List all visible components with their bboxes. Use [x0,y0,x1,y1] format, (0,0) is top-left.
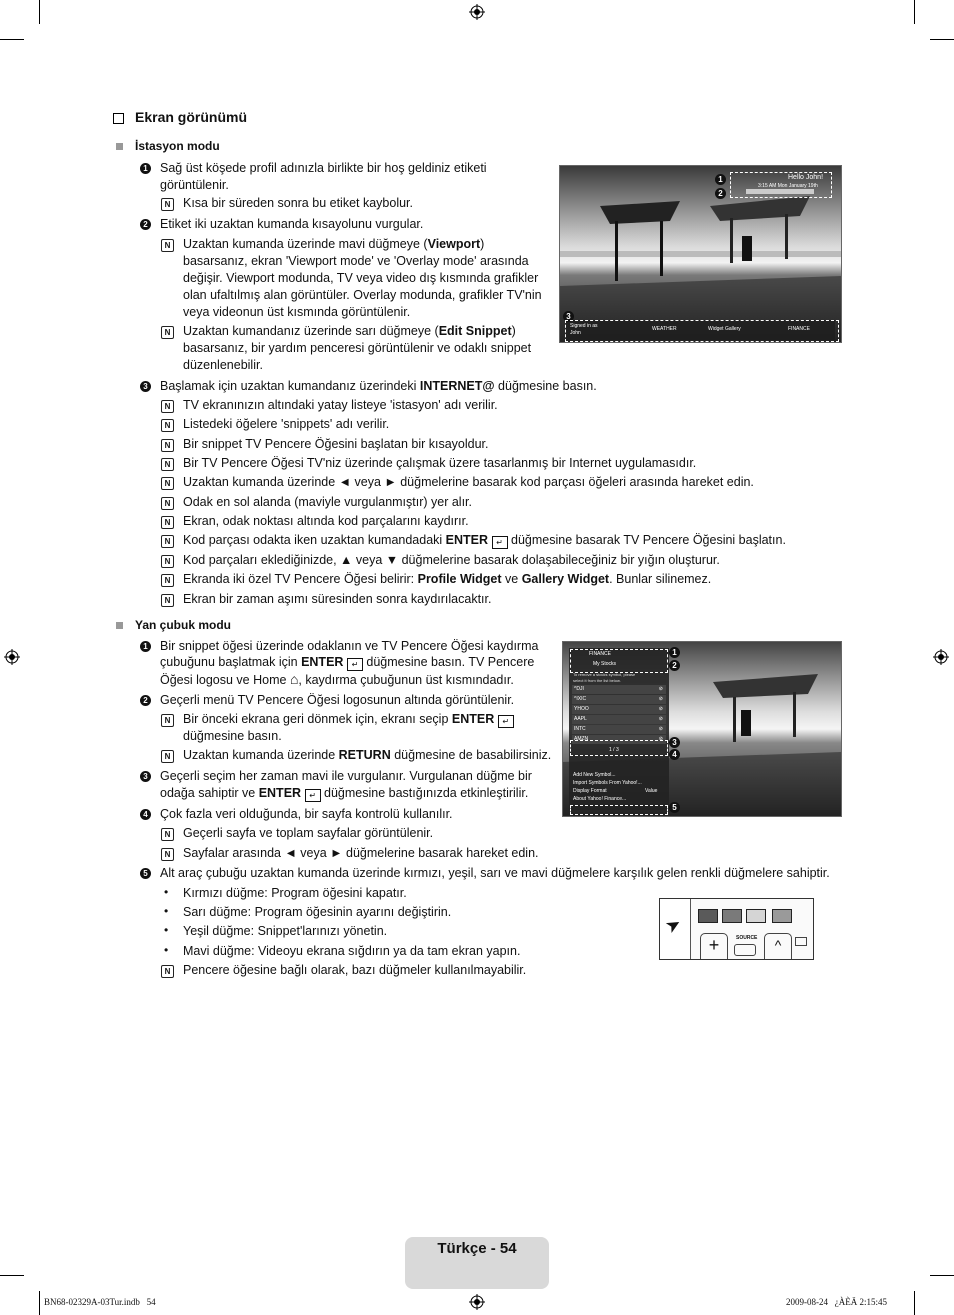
text-line: düğmesine basın. [183,729,282,743]
note-text: Uzaktan kumanda üzerinde RETURN düğmesine de basabilirsiniz. [183,748,552,762]
note-icon: N [161,965,174,978]
blue-button[interactable] [772,909,792,923]
user-name-text: John [570,330,581,336]
subsection-heading: İstasyon modu [135,139,220,153]
source-button-label: SOURCE [736,935,758,941]
note-text: Bir önceki ekrana geri dönmek için, ekranı seçip ENTER ↵ [183,711,514,728]
subsection-heading: Yan çubuk modu [135,618,232,632]
bullet-icon: • [164,904,169,918]
callout-2-icon: 2 [669,660,680,671]
note-icon: N [161,419,174,432]
checkbox-icon [113,113,124,124]
menu-item[interactable]: Display Format [573,788,607,794]
remove-icon[interactable]: ⊘ [658,686,663,692]
red-button[interactable] [698,909,718,923]
number-2-icon: 2 [140,219,151,230]
text-line: Sağ üst köşede profil adınızla birlikte bir hoş geldiniz etiketi [160,161,487,175]
note-icon: N [161,828,174,841]
note-text: Odak en sol alanda (maviyle vurgulanmıştır) yer alır. [183,495,473,509]
green-button[interactable] [722,909,742,923]
text-line: basarsanız, ekran 'Viewport mode' ve 'Overlay mode' arasında [183,254,529,268]
registration-mark-icon [469,4,485,20]
sidebar-mode-screenshot [562,641,842,817]
registration-mark-icon [933,649,949,665]
text-line: çubuğunu başlatmak için ENTER ↵ düğmesine basın. TV Pencere [160,655,535,669]
enter-icon: ↵ [305,789,321,802]
text-line: Bir snippet öğesi üzerinde odaklanın ve TV Pencere Öğesi kaydırma [160,639,539,653]
number-1-icon: 1 [140,641,151,652]
callout-5-icon: 5 [669,802,680,813]
note-text: Uzaktan kumanda üzerinde ◄ veya ► düğmelerine basarak kod parçası öğeleri arasında hareket edin. [183,475,754,489]
bullet-text: Sarı düğme: Program öğesinin ayarını değiştirin. [183,905,452,919]
page-number: Türkçe - 54 [437,1240,517,1257]
note-icon: N [161,750,174,763]
crop-mark [39,0,40,24]
sidebar-header-box [570,649,668,673]
signed-in-text: Signed in as [570,323,598,329]
text-line: Geçerli seçim her zaman mavi ile vurgulanır. Vurgulanan düğme bir [160,769,532,783]
stock-row[interactable] [572,695,666,704]
stock-symbol: ^IXIC [574,696,587,702]
datetime-text: 3:15 AM Mon January 19th [758,183,818,189]
toolbar-box [570,805,668,815]
bullet-icon: • [164,923,169,937]
print-date-info: 2009-08-24 ¿ÀÈÄ 2:15:45 [786,1297,887,1307]
text-line: basarsanız, bir yardım penceresi görüntülenir ve odaklı snippet [183,341,532,355]
bullet-text: Mavi düğme: Videoyu ekrana sığdırın ya da tam ekran yapın. [183,944,521,958]
note-icon: N [161,594,174,607]
hint-text: select it from the list below. [573,678,621,683]
text-line: görüntülenir. [160,178,229,192]
remove-icon[interactable]: ⊘ [658,726,663,732]
note-text: Listedeki öğelere 'snippets' adı verilir. [183,417,390,431]
number-5-icon: 5 [140,868,151,879]
note-text: Uzaktan kumandanız üzerinde sarı düğmeye (Edit Snippet) [183,324,516,338]
text-line: Başlamak için uzaktan kumandanız üzerindeki INTERNET@ düğmesine basın. [160,379,597,393]
print-file-info: BN68-02329A-03Tur.indb 54 [44,1297,156,1307]
callout-3-icon: 3 [669,737,680,748]
note-text: Ekran, odak noktası altında kod parçalarını kaydırır. [183,514,469,528]
enter-icon: ↵ [492,536,508,549]
pointer-arrow-icon: ➤ [661,912,685,938]
text-line: odağa sahiptir ve ENTER ↵ düğmesine bastığınızda etkinleştirilir. [160,786,529,800]
page-control-box [570,740,668,756]
menu-item[interactable]: Import Symbols From Yahoo!... [573,780,642,786]
square-bullet-icon [116,143,123,150]
note-icon: N [161,198,174,211]
remove-icon[interactable]: ⊘ [658,696,663,702]
note-icon: N [161,555,174,568]
menu-item[interactable]: About Yahoo! Finance... [573,796,627,802]
note-icon: N [161,477,174,490]
bullet-icon: • [164,943,169,957]
text-line: Etiket iki uzaktan kumanda kısayolunu vurgular. [160,217,424,231]
note-text: Ekran bir zaman aşımı süresinden sonra kaydırılacaktır. [183,592,492,606]
note-icon: N [161,458,174,471]
source-button[interactable] [734,944,756,956]
note-text: Pencere öğesine bağlı olarak, bazı düğmeler kullanılmayabilir. [183,963,527,977]
page-indicator: 1 / 3 [609,747,619,753]
text-line: Öğesi logosu ve Home ⌂, kaydırma çubuğunun üst kısmındadır. [160,671,514,687]
text-line: olan ufaltılmış alan görüntüler. Overlay modunda, grafikler TV'nin [183,288,542,302]
callout-3-icon: 3 [563,311,574,322]
crop-mark [914,1291,915,1315]
stock-row[interactable] [572,715,666,724]
number-2-icon: 2 [140,695,151,706]
crop-mark [0,39,24,40]
enter-icon: ↵ [498,715,514,728]
note-icon: N [161,848,174,861]
note-text: Geçerli sayfa ve toplam sayfalar görüntülenir. [183,826,434,840]
callout-2-icon: 2 [715,188,726,199]
note-text: Ekranda iki özel TV Pencere Öğesi belirir: Profile Widget ve Gallery Widget. Bunlar silinemez. [183,572,712,586]
menu-item[interactable]: Add New Symbol... [573,772,616,778]
finance-snippet[interactable]: FINANCE [788,326,810,332]
text-line: veya videonun üst kısmında görüntülenir. [183,305,411,319]
stock-list [572,685,666,745]
registration-mark-icon [469,1294,485,1310]
note-text: Kısa bir süreden sonra bu etiket kaybolur. [183,196,413,210]
menu-title: My Stocks [593,661,617,667]
crop-mark [930,39,954,40]
remove-icon[interactable]: ⊘ [658,736,663,742]
text-line: değişir. Viewport modunda, TV veya video dış kısmında grafikler [183,271,539,285]
note-text: Sayfalar arasında ◄ veya ► düğmelerine basarak hareket edin. [183,846,539,860]
number-3-icon: 3 [140,381,151,392]
stock-symbol: ^DJI [574,686,584,692]
stock-symbol: YHOO [574,706,589,712]
text-line: düzenlenebilir. [183,358,263,372]
crop-mark [914,0,915,24]
stock-symbol: AAPL [574,716,587,722]
note-icon: N [161,714,174,727]
note-icon: N [161,535,174,548]
yellow-button[interactable] [746,909,766,923]
widget-gallery-snippet[interactable]: Widget Gallery [708,326,741,332]
bullet-text: Yeşil düğme: Snippet'larınızı yönetin. [183,924,388,938]
bullet-text: Kırmızı düğme: Program öğesini kapatır. [183,886,407,900]
number-1-icon: 1 [140,163,151,174]
square-bullet-icon [116,622,123,629]
section-title: Ekran görünümü [135,109,248,125]
crop-mark [930,1275,954,1276]
callout-1-icon: 1 [669,647,680,658]
crop-mark [0,1275,24,1276]
note-icon: N [161,574,174,587]
registration-mark-icon [4,649,20,665]
volume-up-button[interactable]: + [700,933,728,960]
prech-icon [795,937,807,946]
stock-row[interactable] [572,705,666,714]
text-line: Geçerli menü TV Pencere Öğesi logosunun altında görüntülenir. [160,693,515,707]
hint-text: To remove a stocks symbol, please [573,672,636,677]
crop-mark [39,1291,40,1315]
welcome-text: Hello John! [788,174,824,181]
note-text: Kod parçası odakta iken uzaktan kumandadaki ENTER ↵ düğmesine basarak TV Pencere Öğesini başlatın. [183,533,786,547]
weather-snippet[interactable]: WEATHER [652,326,677,332]
number-4-icon: 4 [140,809,151,820]
note-icon: N [161,497,174,510]
stock-symbol: AMZN [574,736,589,742]
remove-icon[interactable]: ⊘ [658,706,663,712]
note-icon: N [161,239,174,252]
note-text: Uzaktan kumanda üzerinde mavi düğmeye (Viewport) [183,237,485,251]
note-icon: N [161,326,174,339]
note-icon: N [161,516,174,529]
note-text: TV ekranınızın altındaki yatay listeye 'istasyon' adı verilir. [183,398,498,412]
note-text: Kod parçaları eklediğinizde, ▲ veya ▼ düğmelerine basarak dolaşabileceğiniz bir yığın oluşturur. [183,553,720,567]
stock-row[interactable] [572,725,666,734]
text-line: Alt araç çubuğu uzaktan kumanda üzerinde kırmızı, yeşil, sarı ve mavi düğmelere karşılık gelen renkli düğmelere sahiptir. [160,866,830,880]
finance-logo-text: FINANCE [589,651,611,657]
note-text: Bir TV Pencere Öğesi TV'niz üzerinde çalışmak üzere tasarlanmış bir Internet uygulamasıdır. [183,456,697,470]
stock-row[interactable] [572,685,666,694]
text-line: Çok fazla veri olduğunda, bir sayfa kontrolü kullanılır. [160,807,453,821]
display-format-value: Value [645,788,658,794]
enter-icon: ↵ [347,658,363,671]
callout-4-icon: 4 [669,749,680,760]
stock-symbol: INTC [574,726,586,732]
bullet-icon: • [164,885,169,899]
callout-1-icon: 1 [715,174,726,185]
note-text: Bir snippet TV Pencere Öğesini başlatan bir kısayoldur. [183,437,489,451]
station-mode-screenshot [559,165,842,343]
remove-icon[interactable]: ⊘ [658,716,663,722]
note-icon: N [161,400,174,413]
remote-shortcuts-bar [746,189,814,194]
channel-up-button[interactable]: ^ [764,933,792,960]
note-icon: N [161,439,174,452]
home-icon: ⌂ [289,671,299,687]
remote-illustration [659,898,814,960]
number-3-icon: 3 [140,771,151,782]
